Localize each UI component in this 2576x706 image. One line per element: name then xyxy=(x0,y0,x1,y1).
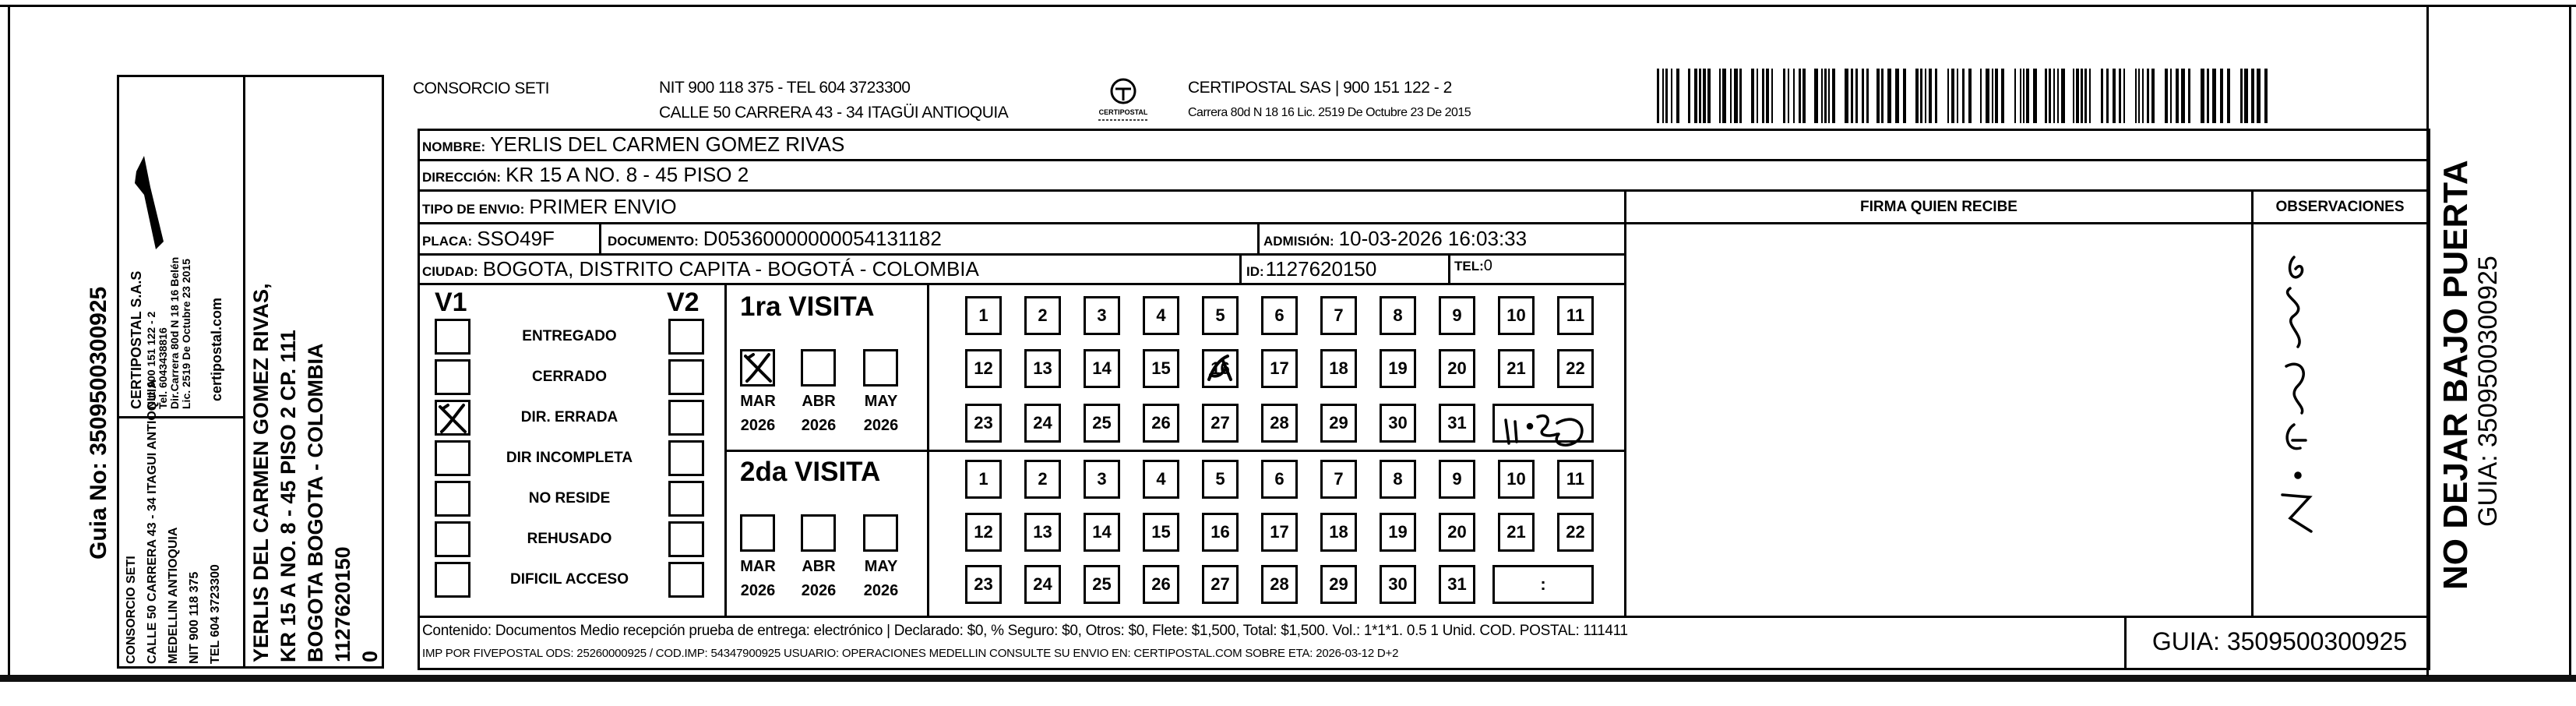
day-checkbox[interactable]: 10 xyxy=(1498,296,1535,335)
barcode-bar xyxy=(1757,69,1758,123)
barcode-bar xyxy=(1947,69,1949,123)
day-checkbox[interactable]: 28 xyxy=(1261,565,1298,604)
barcode-bar xyxy=(1766,69,1769,123)
id-field xyxy=(1246,257,1376,281)
barcode-bar xyxy=(1915,69,1919,123)
sender-stub-line: CALLE 50 CARRERA 43 - 34 ITAGUI ANTIOQUIA xyxy=(146,379,159,664)
carrier-name-nit: CERTIPOSTAL SAS | 900 151 122 - 2 xyxy=(1188,79,1452,97)
barcode-bar xyxy=(1824,69,1827,123)
barcode-bar xyxy=(1739,69,1742,123)
month-checkbox[interactable] xyxy=(863,349,898,387)
sender-stub-line: TEL 604 3723300 xyxy=(209,564,222,664)
tel-label: TEL: xyxy=(1454,259,1484,274)
v2-checkbox[interactable] xyxy=(668,481,704,517)
company-name: CONSORCIO SETI xyxy=(413,79,550,97)
barcode xyxy=(1657,69,2272,123)
status-label: ENTREGADO xyxy=(522,328,617,344)
status-label: DIR INCOMPLETA xyxy=(506,450,633,466)
month-label: ABR xyxy=(802,558,836,575)
barcode-bar xyxy=(2081,69,2083,123)
barcode-bar xyxy=(1719,69,1721,123)
admision-field xyxy=(1263,227,1527,251)
day-checkbox[interactable]: 6 xyxy=(1261,296,1298,335)
carrier-stub-line: Tel. 6043438816 xyxy=(157,327,169,409)
documento-field xyxy=(608,227,942,251)
barcode-bar xyxy=(2181,69,2185,123)
barcode-bar xyxy=(1828,69,1830,123)
barcode-bar xyxy=(1802,69,1806,123)
barcode-bar xyxy=(2001,69,2004,123)
row-line xyxy=(418,283,1626,285)
observaciones-header: OBSERVACIONES xyxy=(2275,199,2405,215)
carrier-address-license: Carrera 80d N 18 16 Lic. 2519 De Octubre 23 De 2015 xyxy=(1188,106,1471,119)
day-checkbox[interactable]: 3 xyxy=(1084,296,1120,335)
barcode-bar xyxy=(2089,69,2091,123)
month-year: 2026 xyxy=(740,582,776,599)
v2-checkbox[interactable] xyxy=(668,440,704,476)
barcode-bar xyxy=(1903,69,1906,123)
barcode-bar xyxy=(1881,69,1884,123)
day-checkbox[interactable]: 5 xyxy=(1202,296,1239,335)
documento-value: D05360000000054131182 xyxy=(703,227,942,250)
frame-left xyxy=(8,5,10,676)
day-checkbox[interactable]: 26 xyxy=(1143,565,1179,604)
sender-stub-line: MEDELLIN ANTIOQUIA xyxy=(167,527,180,664)
recipient-stub-line: 1127620150 xyxy=(331,546,354,662)
barcode-bar xyxy=(2057,69,2059,123)
month-checkbox[interactable] xyxy=(740,514,775,552)
direccion-label: DIRECCIÓN: xyxy=(422,170,502,185)
barcode-bar xyxy=(1771,69,1773,123)
barcode-bar xyxy=(2151,69,2155,123)
v1-checkbox[interactable] xyxy=(435,319,470,355)
barcode-bar xyxy=(1920,69,1922,123)
barcode-bar xyxy=(2020,69,2021,123)
barcode-bar xyxy=(1876,69,1880,123)
day-checkbox[interactable]: 12 xyxy=(965,349,1002,388)
frame-bottom xyxy=(0,675,2576,682)
barcode-bar xyxy=(1862,69,1864,123)
month-label: MAR xyxy=(740,558,776,575)
barcode-bar xyxy=(1783,69,1785,123)
nombre-label: NOMBRE: xyxy=(422,139,486,154)
tipo-envio-field xyxy=(422,195,677,219)
nombre-field xyxy=(422,132,844,157)
month-label: ABR xyxy=(802,393,836,410)
day-checkbox[interactable]: 1 xyxy=(965,296,1002,335)
barcode-bar xyxy=(1751,69,1754,123)
barcode-bar xyxy=(2084,69,2087,123)
barcode-bar xyxy=(2113,69,2116,123)
day-checkbox[interactable]: 3 xyxy=(1084,460,1120,499)
carrier-stub-line: Nit: 900 151 122 - 2 xyxy=(145,311,157,409)
day-checkbox[interactable]: 20 xyxy=(1439,349,1475,388)
visit-title: 1ra VISITA xyxy=(740,291,875,322)
barcode-bar xyxy=(2165,69,2168,123)
ciudad-value: BOGOTA, DISTRITO CAPITA - BOGOTÁ - COLOMBIA xyxy=(482,257,979,281)
handwritten-time xyxy=(1495,406,1591,453)
logo-text: CERTIPOSTAL xyxy=(1098,108,1148,116)
v1-label: V1 xyxy=(435,288,467,317)
col-line xyxy=(1257,222,1260,255)
barcode-bar xyxy=(2147,69,2149,123)
footer-print-info: IMP POR FIVEPOSTAL ODS: 25260000925 / COD.IMP: 54347900925 USUARIO: OPERACIONES MEDELLIN CONSULTE SU ENVIO EN: CERTIPOSTAL.COM SOBRE ETA: 2026-03-12 D+2 xyxy=(422,647,1399,660)
day-checkbox[interactable]: 29 xyxy=(1320,565,1357,604)
barcode-bar xyxy=(1793,69,1795,123)
barcode-bar xyxy=(2251,69,2254,123)
barcode-bar xyxy=(1762,69,1764,123)
barcode-bar xyxy=(2227,69,2230,123)
barcode-bar xyxy=(1980,69,1982,123)
v2-label: V2 xyxy=(667,288,700,317)
barcode-bar xyxy=(1707,69,1711,123)
day-checkbox[interactable]: 10 xyxy=(1498,460,1535,499)
time-box[interactable]: : xyxy=(1492,565,1594,604)
barcode-bar xyxy=(2049,69,2051,123)
day-checkbox[interactable]: 27 xyxy=(1202,565,1239,604)
col-line xyxy=(1239,253,1242,284)
month-checkbox[interactable] xyxy=(740,349,775,387)
day-checkbox[interactable]: 14 xyxy=(1084,513,1120,552)
barcode-bar xyxy=(1851,69,1853,123)
v1-checkbox[interactable] xyxy=(435,562,470,598)
right-guia-number: GUIA: 3509500300925 xyxy=(2473,256,2503,527)
month-year: 2026 xyxy=(801,582,837,599)
day-checkbox[interactable]: 13 xyxy=(1024,349,1061,388)
day-checkbox[interactable]: 9 xyxy=(1439,296,1475,335)
v2-checkbox[interactable] xyxy=(668,521,704,557)
admision-label: ADMISIÓN: xyxy=(1263,234,1334,249)
barcode-bar xyxy=(1665,69,1668,123)
barcode-bar xyxy=(2138,69,2140,123)
day-checkbox[interactable]: 11 xyxy=(1557,460,1594,499)
day-checkbox[interactable]: 17 xyxy=(1261,349,1298,388)
barcode-bar xyxy=(2142,69,2144,123)
day-checkbox[interactable]: 21 xyxy=(1498,513,1535,552)
tipo-envio-value: PRIMER ENVIO xyxy=(529,195,677,218)
day-checkbox[interactable]: 23 xyxy=(965,404,1002,443)
day-checkbox[interactable]: 8 xyxy=(1380,296,1416,335)
recipient-stub-line: KR 15 A NO. 8 - 45 PISO 2 CP. 111 xyxy=(277,330,300,662)
barcode-bar xyxy=(1962,69,1965,123)
day-checkbox[interactable]: 7 xyxy=(1320,460,1357,499)
month-year: 2026 xyxy=(863,417,899,434)
barcode-bar xyxy=(1657,69,1659,123)
id-value: 1127620150 xyxy=(1265,257,1377,281)
placa-field xyxy=(422,227,555,251)
month-label: MAY xyxy=(864,393,898,410)
id-label: ID: xyxy=(1246,264,1264,279)
barcode-bar xyxy=(2101,69,2103,123)
company-nit-tel: NIT 900 118 375 - TEL 604 3723300 xyxy=(659,79,911,97)
tel-value: 0 xyxy=(1483,257,1492,274)
barcode-bar xyxy=(1694,69,1697,123)
v1-checkbox[interactable] xyxy=(435,481,470,517)
placa-value: SSO49F xyxy=(477,227,555,250)
day-checkbox[interactable]: 24 xyxy=(1024,404,1061,443)
day-checkbox[interactable]: 16 xyxy=(1202,513,1239,552)
v2-checkbox[interactable] xyxy=(668,319,704,355)
barcode-bar xyxy=(2264,69,2268,123)
barcode-bar xyxy=(1722,69,1726,123)
barcode-bar xyxy=(1845,69,1848,123)
month-year: 2026 xyxy=(740,417,776,434)
day-checkbox[interactable]: 18 xyxy=(1320,513,1357,552)
v1-checkbox[interactable] xyxy=(435,359,470,395)
col-line xyxy=(1448,253,1450,284)
barcode-bar xyxy=(2135,69,2137,123)
barcode-bar xyxy=(2061,69,2065,123)
status-label: REHUSADO xyxy=(527,531,612,547)
day-checkbox[interactable]: 30 xyxy=(1380,565,1416,604)
barcode-bar xyxy=(1925,69,1926,123)
tipo-envio-label: TIPO DE ENVIO: xyxy=(422,202,525,217)
month-checkbox[interactable] xyxy=(801,514,836,552)
barcode-bar xyxy=(2014,69,2016,123)
day-checkbox[interactable]: 5 xyxy=(1202,460,1239,499)
day-checkbox[interactable]: 9 xyxy=(1439,460,1475,499)
day-checkbox[interactable]: 22 xyxy=(1557,513,1594,552)
barcode-bar xyxy=(2023,69,2025,123)
day-checkbox[interactable]: 1 xyxy=(965,460,1002,499)
barcode-bar xyxy=(1734,69,1738,123)
barcode-bar xyxy=(1929,69,1932,123)
barcode-bar xyxy=(2220,69,2223,123)
barcode-bar xyxy=(1799,69,1801,123)
day-checkbox[interactable]: 21 xyxy=(1498,349,1535,388)
observaciones-handwriting xyxy=(2263,249,2333,545)
day-checkbox[interactable]: 19 xyxy=(1380,513,1416,552)
barcode-bar xyxy=(1968,69,1972,123)
admision-value: 10-03-2026 16:03:33 xyxy=(1338,227,1528,250)
day-checkbox[interactable]: 23 xyxy=(965,565,1002,604)
col-line xyxy=(599,222,601,255)
footer-guia: GUIA: 3509500300925 xyxy=(2151,627,2408,655)
col-line xyxy=(724,283,727,617)
frame-right xyxy=(2569,5,2571,676)
barcode-bar xyxy=(1788,69,1789,123)
v2-checkbox[interactable] xyxy=(668,400,704,436)
status-label: CERRADO xyxy=(531,369,608,385)
v2-checkbox[interactable] xyxy=(668,359,704,395)
barcode-bar xyxy=(1935,69,1937,123)
col-line xyxy=(2251,189,2254,617)
barcode-bar xyxy=(2212,69,2216,123)
v1-checkbox[interactable] xyxy=(435,400,470,436)
carrier-stub-site: certipostal.com xyxy=(209,297,224,401)
barcode-bar xyxy=(2201,69,2204,123)
visit-divider xyxy=(724,450,1626,452)
nombre-value: YERLIS DEL CARMEN GOMEZ RIVAS xyxy=(490,132,845,156)
status-label: NO RESIDE xyxy=(528,490,611,507)
barcode-bar xyxy=(1995,69,1998,123)
day-checkbox[interactable]: 18 xyxy=(1320,349,1357,388)
barcode-bar xyxy=(2033,69,2037,123)
handwritten-mark xyxy=(1204,351,1236,386)
sender-stub-line: NIT 900 118 375 xyxy=(188,571,201,664)
v2-checkbox[interactable] xyxy=(668,562,704,598)
barcode-bar xyxy=(2045,69,2047,123)
barcode-bar xyxy=(2053,69,2055,123)
day-checkbox[interactable]: 22 xyxy=(1557,349,1594,388)
col-line xyxy=(2124,616,2127,669)
day-checkbox[interactable]: 4 xyxy=(1143,460,1179,499)
col-line xyxy=(927,283,929,617)
barcode-bar xyxy=(2123,69,2125,123)
month-label: MAY xyxy=(864,558,898,575)
carrier-stub-line: CERTIPOSTAL S.A.S xyxy=(129,270,144,409)
ciudad-field xyxy=(422,257,979,281)
no-dejar-bajo-puerta: NO DEJAR BAJO PUERTA xyxy=(2437,160,2475,590)
day-checkbox[interactable]: 11 xyxy=(1557,296,1594,335)
direccion-field xyxy=(422,163,749,187)
recipient-stub xyxy=(248,242,384,662)
visit-title: 2da VISITA xyxy=(740,457,881,487)
day-checkbox[interactable]: 15 xyxy=(1143,513,1179,552)
barcode-bar xyxy=(2026,69,2029,123)
day-checkbox[interactable]: 13 xyxy=(1024,513,1061,552)
day-checkbox[interactable]: 26 xyxy=(1143,404,1179,443)
status-label: DIFICIL ACCESO xyxy=(509,571,629,588)
status-label: DIR. ERRADA xyxy=(520,409,618,425)
barcode-bar xyxy=(2257,69,2261,123)
barcode-bar xyxy=(1832,69,1835,123)
time-box[interactable] xyxy=(1492,404,1594,443)
month-checkbox[interactable] xyxy=(801,349,836,387)
barcode-bar xyxy=(2240,69,2243,123)
day-checkbox[interactable]: 19 xyxy=(1380,349,1416,388)
row-line xyxy=(418,189,2430,192)
ciudad-label: CIUDAD: xyxy=(422,264,478,279)
barcode-bar xyxy=(1866,69,1869,123)
row-line xyxy=(418,616,2430,618)
day-checkbox[interactable]: 17 xyxy=(1261,513,1298,552)
day-checkbox[interactable]: 31 xyxy=(1439,565,1475,604)
day-checkbox[interactable]: 7 xyxy=(1320,296,1357,335)
direccion-value: KR 15 A NO. 8 - 45 PISO 2 xyxy=(506,163,749,186)
barcode-bar xyxy=(1703,69,1706,123)
month-label: MAR xyxy=(740,393,776,410)
barcode-bar xyxy=(2207,69,2209,123)
month-year: 2026 xyxy=(863,582,899,599)
barcode-bar xyxy=(1676,69,1679,123)
month-year: 2026 xyxy=(801,417,837,434)
barcode-bar xyxy=(1730,69,1732,123)
barcode-bar xyxy=(1957,69,1958,123)
barcode-bar xyxy=(2076,69,2079,123)
day-checkbox[interactable]: 24 xyxy=(1024,565,1061,604)
day-checkbox[interactable]: 31 xyxy=(1439,404,1475,443)
recipient-stub-line: YERLIS DEL CARMEN GOMEZ RIVAS, xyxy=(249,283,273,662)
v1-checkbox[interactable] xyxy=(435,440,470,476)
day-checkbox[interactable]: 30 xyxy=(1380,404,1416,443)
day-checkbox[interactable]: 25 xyxy=(1084,565,1120,604)
barcode-bar xyxy=(1855,69,1858,123)
certipostal-logo xyxy=(1091,76,1156,124)
day-checkbox[interactable]: 12 xyxy=(965,513,1002,552)
row-line xyxy=(418,159,2430,161)
barcode-bar xyxy=(1895,69,1899,123)
barcode-bar xyxy=(1688,69,1690,123)
barcode-bar xyxy=(1671,69,1672,123)
v1-checkbox[interactable] xyxy=(435,521,470,557)
day-checkbox[interactable]: 4 xyxy=(1143,296,1179,335)
day-checkbox[interactable]: 16 xyxy=(1202,349,1239,388)
sender-stub xyxy=(121,118,226,664)
firma-signature-area[interactable] xyxy=(1626,224,2251,616)
barcode-bar xyxy=(1951,69,1954,123)
company-address: CALLE 50 CARRERA 43 - 34 ITAGÜI ANTIOQUIA xyxy=(659,104,1009,122)
month-checkbox[interactable] xyxy=(863,514,898,552)
day-checkbox[interactable]: 27 xyxy=(1202,404,1239,443)
day-checkbox[interactable]: 25 xyxy=(1084,404,1120,443)
recipient-stub-line: 0 xyxy=(358,650,382,662)
day-checkbox[interactable]: 2 xyxy=(1024,296,1061,335)
barcode-bar xyxy=(2119,69,2121,123)
barcode-bar xyxy=(2176,69,2179,123)
barcode-bar xyxy=(2073,69,2074,123)
carrier-stub-line: Lic. 2519 De Octubre 23 2015 xyxy=(180,259,192,409)
recipient-stub-line: BOGOTA BOGOTA - COLOMBIA xyxy=(304,343,327,662)
barcode-bar xyxy=(1814,69,1818,123)
day-checkbox[interactable]: 29 xyxy=(1320,404,1357,443)
day-checkbox[interactable]: 28 xyxy=(1261,404,1298,443)
day-checkbox[interactable]: 8 xyxy=(1380,460,1416,499)
barcode-bar xyxy=(1699,69,1701,123)
side-guia-number: Guia No: 3509500300925 xyxy=(86,286,111,560)
barcode-bar xyxy=(1887,69,1891,123)
footer-contents: Contenido: Documentos Medio recepción prueba de entrega: electrónico | Declarado: $0, % Seguro: $0, Otros: $0, Flete: $1,500, Total: $1,500. Vol.: 1*1*1. 0.5 1 Unid. COD. POSTAL: 111411 xyxy=(422,623,1628,639)
barcode-bar xyxy=(1662,69,1664,123)
sender-stub-line: CONSORCIO SETI xyxy=(125,556,138,664)
documento-label: DOCUMENTO: xyxy=(608,234,699,249)
tel-field xyxy=(1454,257,1492,275)
barcode-bar xyxy=(1821,69,1823,123)
barcode-bar xyxy=(2170,69,2172,123)
carrier-stub-line: Dir.Carrera 80d N 18 16 Belén xyxy=(168,256,181,409)
frame-top xyxy=(0,5,2576,7)
barcode-bar xyxy=(1986,69,1989,123)
day-checkbox[interactable]: 14 xyxy=(1084,349,1120,388)
barcode-bar xyxy=(2106,69,2109,123)
day-checkbox[interactable]: 15 xyxy=(1143,349,1179,388)
barcode-bar xyxy=(1992,69,1993,123)
day-checkbox[interactable]: 2 xyxy=(1024,460,1061,499)
barcode-bar xyxy=(2244,69,2248,123)
firma-header: FIRMA QUIEN RECIBE xyxy=(1860,199,2017,215)
day-checkbox[interactable]: 20 xyxy=(1439,513,1475,552)
day-checkbox[interactable]: 6 xyxy=(1261,460,1298,499)
placa-label: PLACA: xyxy=(422,234,473,249)
barcode-bar xyxy=(2188,69,2190,123)
